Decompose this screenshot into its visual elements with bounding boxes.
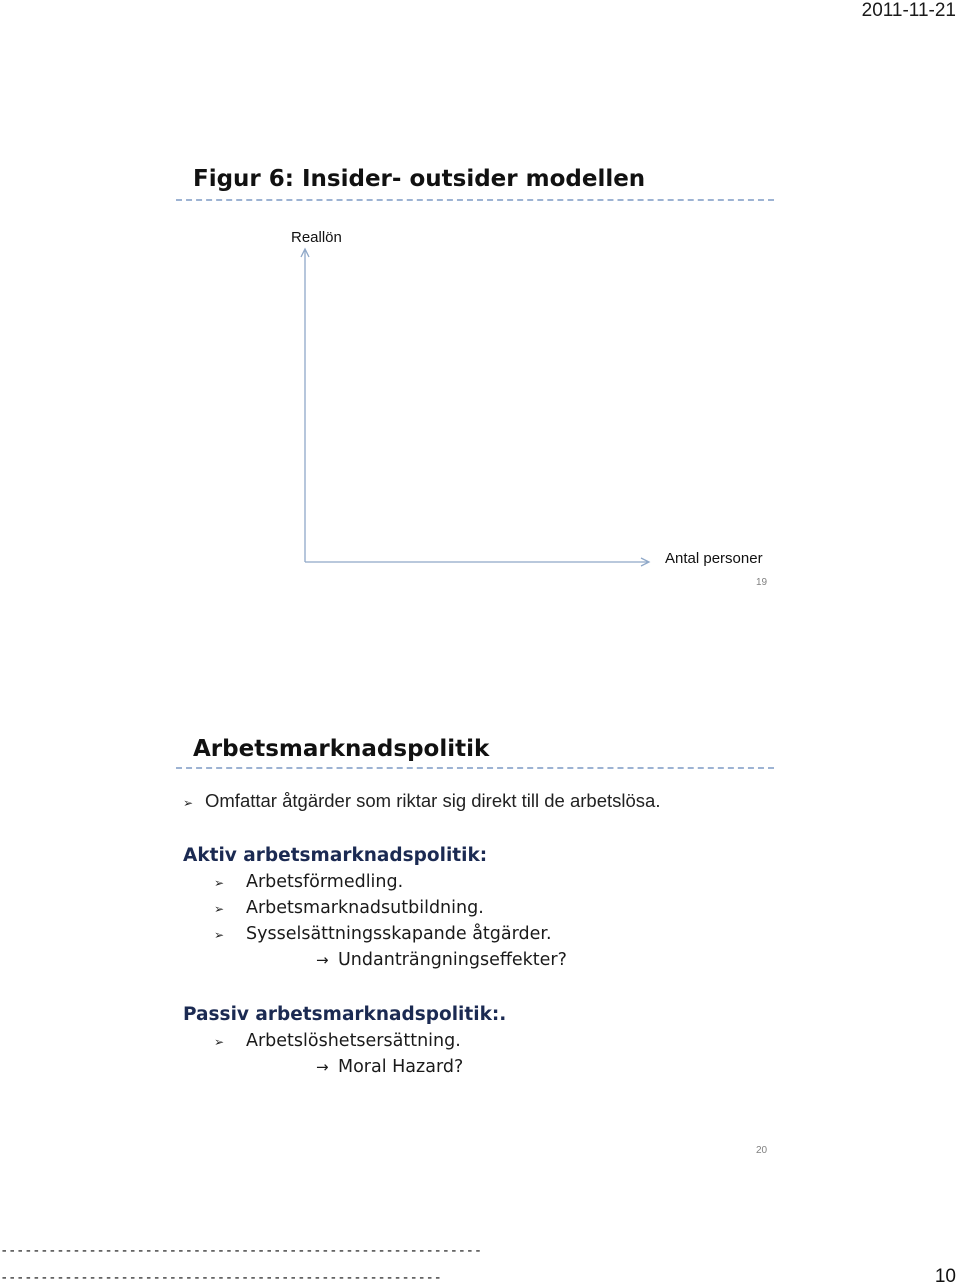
active-heading: Aktiv arbetsmarknadspolitik:	[183, 845, 488, 866]
note-line: -------------------------------------------------------	[0, 1270, 442, 1286]
slide-number: 20	[756, 1145, 768, 1156]
arrow-note-text: Undanträngningseffekter?	[338, 950, 567, 970]
arrow-note	[316, 950, 567, 970]
slide-2	[0, 700, 960, 1170]
arrowhead-bullet-icon: ➢	[214, 928, 225, 942]
arrow-note	[316, 1057, 463, 1077]
slide-1	[0, 0, 960, 620]
note-line: ------------------------------------------------------------	[0, 1243, 482, 1259]
arrow-note-text: Moral Hazard?	[338, 1057, 464, 1077]
right-arrow-icon: →	[316, 1058, 329, 1076]
list-item-text: Arbetslöshetsersättning.	[246, 1031, 461, 1051]
y-axis-label: Reallön	[291, 229, 342, 246]
list-item	[214, 898, 484, 918]
title-divider	[176, 767, 774, 769]
list-item-text: Arbetsmarknadsutbildning.	[246, 898, 484, 918]
arrowhead-bullet-icon: ➢	[214, 876, 225, 890]
list-item	[214, 924, 552, 944]
x-axis-label: Antal personer	[665, 550, 763, 567]
slide-number: 19	[756, 577, 768, 588]
bullet-text: Omfattar åtgärder som riktar sig direkt till de arbetslösa.	[205, 790, 661, 811]
page-number: 10	[934, 1266, 956, 1287]
list-item-text: Sysselsättningsskapande åtgärder.	[246, 924, 552, 944]
axes-diagram	[290, 240, 665, 575]
arrowhead-bullet-icon: ➢	[214, 1035, 225, 1049]
list-item-text: Arbetsförmedling.	[246, 872, 404, 892]
list-item	[214, 1031, 461, 1051]
intro-bullet	[183, 790, 660, 812]
title-divider	[176, 199, 774, 201]
list-item	[214, 872, 403, 892]
arrowhead-bullet-icon: ➢	[214, 902, 225, 916]
slide-title: Figur 6: Insider- outsider modellen	[193, 166, 646, 192]
right-arrow-icon: →	[316, 951, 329, 969]
passive-heading: Passiv arbetsmarknadspolitik:.	[183, 1004, 507, 1025]
slide-title: Arbetsmarknadspolitik	[193, 736, 490, 762]
header-date: 2011-11-21	[861, 0, 956, 21]
arrowhead-bullet-icon: ➢	[183, 796, 194, 810]
